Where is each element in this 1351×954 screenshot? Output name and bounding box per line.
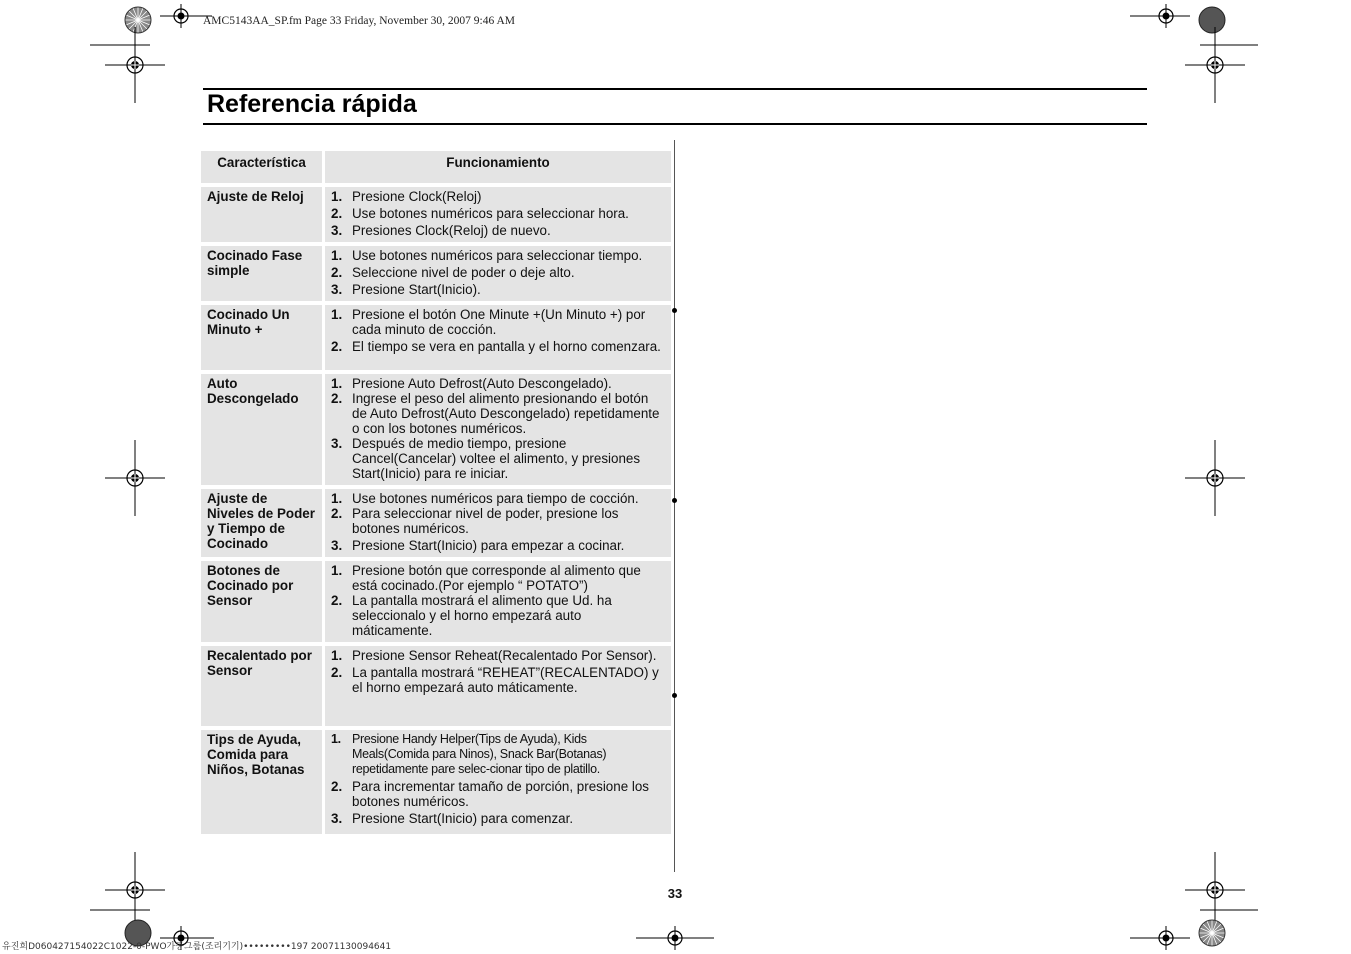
steps-list	[331, 732, 665, 826]
step-text: Después de medio tiempo, presione Cancel(Cancelar) voltee el alimento, y presiones Start(Inicio) para re iniciar.	[352, 436, 641, 481]
steps-list	[331, 648, 665, 695]
step-item	[331, 593, 665, 638]
step-item	[331, 265, 665, 280]
step-text: Presione Start(Inicio).	[352, 282, 481, 297]
table-row	[201, 305, 671, 370]
step-item	[331, 189, 665, 204]
table-row	[201, 561, 671, 642]
feature-cell: Tips de Ayuda, Comida para Niños, Botanas	[201, 730, 325, 834]
column-header-feature: Característica	[201, 151, 325, 183]
steps-cell	[325, 730, 671, 834]
step-item	[331, 339, 665, 354]
step-text: Para incrementar tamaño de porción, presione los botones numéricos.	[352, 779, 649, 809]
step-text: Ingrese el peso del alimento presionando el botón de Auto Defrost(Auto Descongelado) repetidamente o con los botones numéricos.	[352, 391, 660, 436]
feature-cell: Ajuste de Reloj	[201, 187, 325, 242]
step-number: 3.	[331, 223, 343, 238]
margin-bullet	[672, 308, 677, 313]
steps-list	[331, 189, 665, 238]
step-number: 2.	[331, 339, 343, 354]
step-item	[331, 506, 665, 536]
step-text: Presione Start(Inicio) para comenzar.	[352, 811, 574, 826]
feature-cell: Cocinado Fase simple	[201, 246, 325, 301]
step-item	[331, 391, 665, 436]
title-rule-bottom	[203, 123, 1147, 125]
steps-list	[331, 491, 665, 553]
step-text: Seleccione nivel de poder o deje alto.	[352, 265, 575, 280]
steps-list	[331, 563, 665, 638]
step-text: El tiempo se vera en pantalla y el horno comenzara.	[352, 339, 661, 354]
table-row	[201, 246, 671, 301]
steps-cell	[325, 646, 671, 726]
table-row	[201, 730, 671, 834]
table-row	[201, 646, 671, 726]
steps-cell	[325, 187, 671, 242]
column-divider	[674, 140, 675, 872]
table-header-row	[201, 151, 671, 183]
steps-cell	[325, 489, 671, 557]
step-item	[331, 491, 665, 506]
print-footer-line: 유진희D060427154022C1022-0-PWO가공그룹(조리기기)•••••••••197 20071130094641	[2, 942, 392, 952]
step-item	[331, 538, 665, 553]
step-item	[331, 376, 665, 391]
step-item	[331, 648, 665, 663]
steps-cell	[325, 305, 671, 370]
step-number: 3.	[331, 538, 343, 553]
steps-cell	[325, 561, 671, 642]
step-text: Para seleccionar nivel de poder, presione los botones numéricos.	[352, 506, 619, 536]
step-number: 1.	[331, 491, 343, 506]
column-header-operation: Funcionamiento	[325, 151, 671, 183]
table-row	[201, 489, 671, 557]
step-number: 3.	[331, 811, 343, 826]
step-text: La pantalla mostrará el alimento que Ud. ha seleccionalo y el horno empezará auto máticamente.	[352, 593, 612, 638]
step-number: 2.	[331, 665, 343, 680]
step-number: 1.	[331, 563, 343, 578]
margin-bullet	[672, 693, 677, 698]
steps-list	[331, 376, 665, 481]
step-item	[331, 223, 665, 238]
step-number: 2.	[331, 779, 343, 794]
step-text: Presione Sensor Reheat(Recalentado Por Sensor).	[352, 648, 657, 663]
feature-cell: Ajuste de Niveles de Poder y Tiempo de Cocinado	[201, 489, 325, 557]
feature-cell: Auto Descongelado	[201, 374, 325, 485]
step-text: Use botones numéricos para tiempo de cocción.	[352, 491, 639, 506]
margin-bullet	[672, 498, 677, 503]
print-header-line: AMC5143AA_SP.fm Page 33 Friday, November 30, 2007 9:46 AM	[203, 15, 515, 27]
step-text: Presiones Clock(Reloj) de nuevo.	[352, 223, 551, 238]
step-item	[331, 282, 665, 297]
feature-cell: Cocinado Un Minuto +	[201, 305, 325, 370]
step-item	[331, 811, 665, 826]
step-text: Presione Clock(Reloj)	[352, 189, 482, 204]
step-text: Use botones numéricos para seleccionar tiempo.	[352, 248, 643, 263]
page-title: Referencia rápida	[207, 90, 417, 118]
step-item	[331, 248, 665, 263]
step-item	[331, 779, 665, 809]
table-row	[201, 187, 671, 242]
step-number: 2.	[331, 206, 343, 221]
step-number: 2.	[331, 265, 343, 280]
step-text: Presione Auto Defrost(Auto Descongelado).	[352, 376, 612, 391]
step-item	[331, 665, 665, 695]
step-item	[331, 732, 665, 777]
step-number: 1.	[331, 732, 341, 746]
step-text: Use botones numéricos para seleccionar hora.	[352, 206, 629, 221]
step-text: Presione Start(Inicio) para empezar a cocinar.	[352, 538, 625, 553]
step-number: 1.	[331, 376, 343, 391]
step-number: 2.	[331, 391, 343, 406]
step-text: Presione Handy Helper(Tips de Ayuda), Kids Meals(Comida para Ninos), Snack Bar(Botanas) repetidamente pare selec-cionar tipo de platillo.	[352, 732, 607, 776]
step-item	[331, 436, 665, 481]
steps-cell	[325, 374, 671, 485]
step-number: 2.	[331, 593, 343, 608]
step-text: La pantalla mostrará “REHEAT”(RECALENTADO) y el horno empezará auto máticamente.	[352, 665, 659, 695]
step-number: 1.	[331, 189, 343, 204]
steps-list	[331, 248, 665, 297]
step-number: 2.	[331, 506, 343, 521]
step-number: 3.	[331, 282, 343, 297]
quick-reference-table	[201, 147, 671, 838]
step-item	[331, 307, 665, 337]
step-item	[331, 563, 665, 593]
steps-cell	[325, 246, 671, 301]
steps-list	[331, 307, 665, 354]
page-number: 33	[667, 886, 683, 901]
feature-cell: Recalentado por Sensor	[201, 646, 325, 726]
step-text: Presione el botón One Minute +(Un Minuto +) por cada minuto de cocción.	[352, 307, 646, 337]
step-text: Presione botón que corresponde al alimento que está cocinado.(Por ejemplo “ POTATO”)	[352, 563, 641, 593]
step-number: 3.	[331, 436, 343, 451]
step-number: 1.	[331, 307, 343, 322]
step-number: 1.	[331, 248, 343, 263]
step-item	[331, 206, 665, 221]
table-row	[201, 374, 671, 485]
feature-cell: Botones de Cocinado por Sensor	[201, 561, 325, 642]
step-number: 1.	[331, 648, 343, 663]
